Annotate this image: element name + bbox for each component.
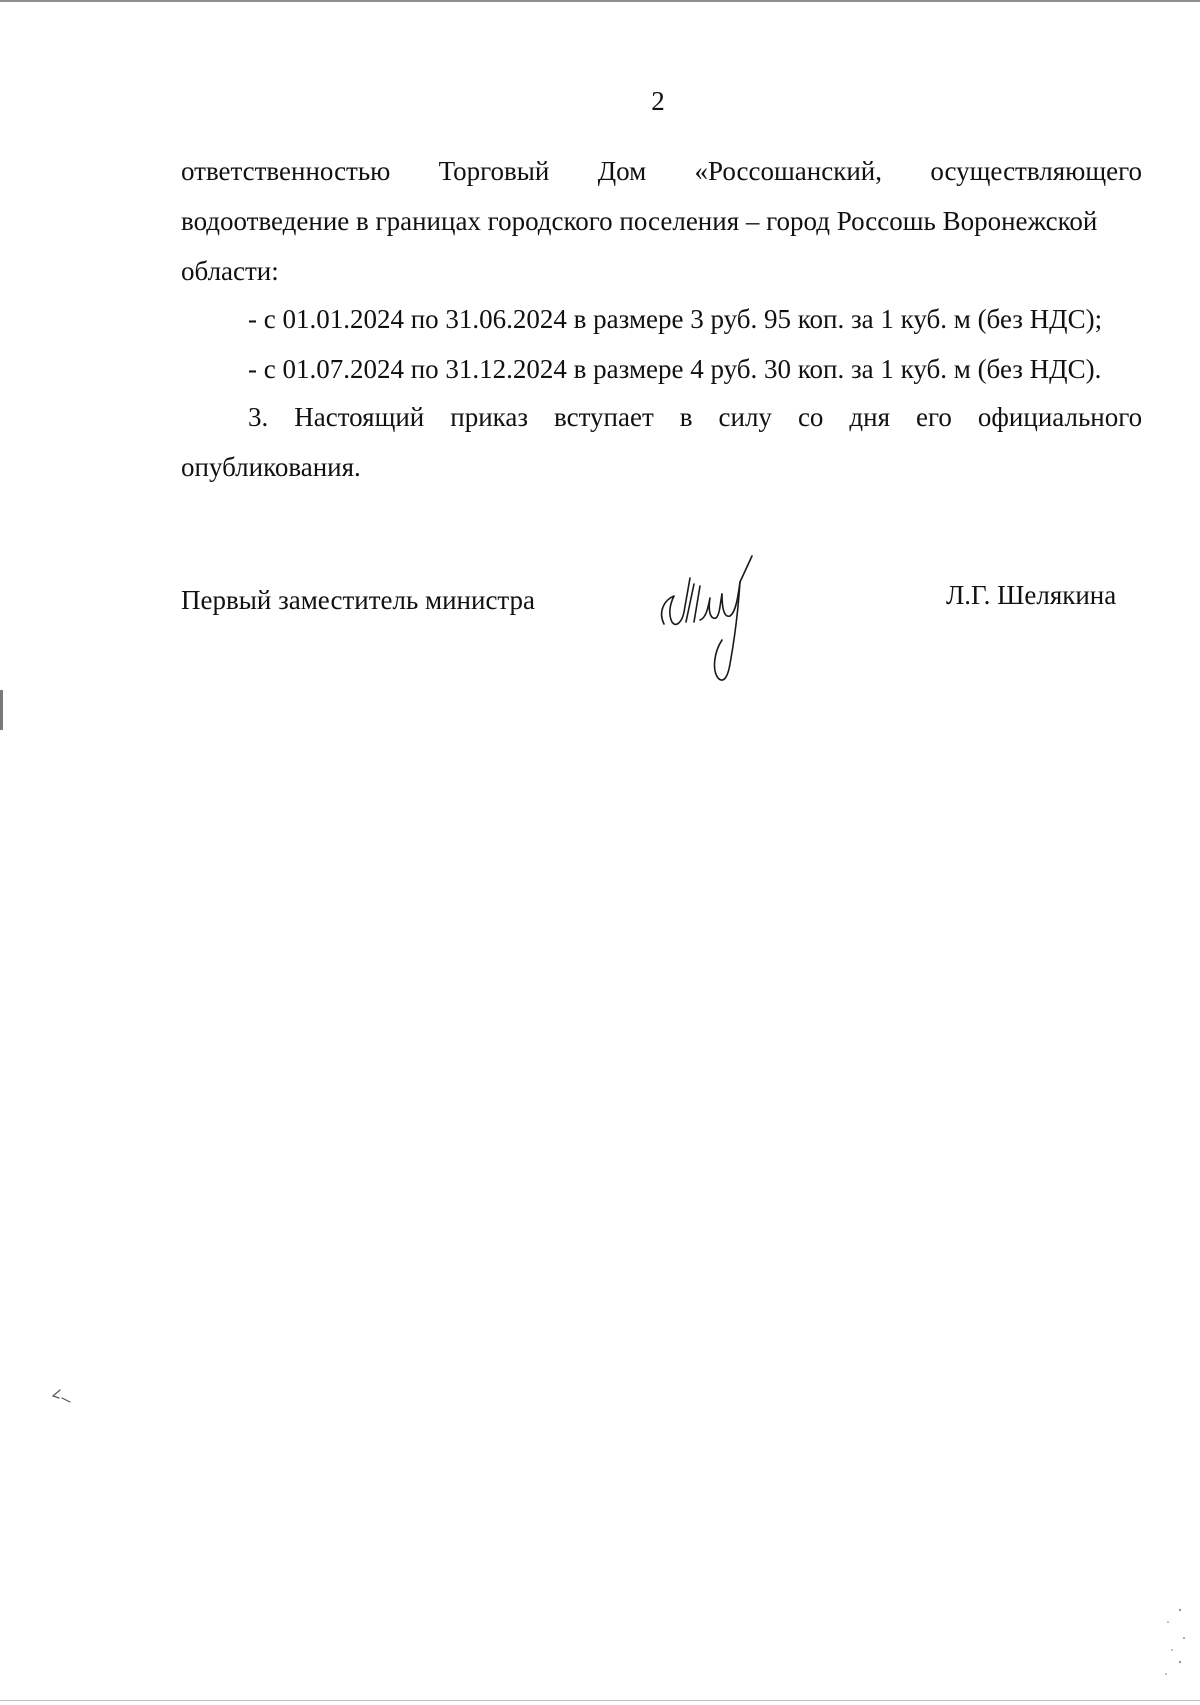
word: ответственностью	[181, 156, 391, 186]
scan-edge-top	[0, 0, 1200, 2]
tariff-item-second-half: - с 01.07.2024 по 31.12.2024 в размере 4 руб. 30 коп. за 1 куб. м (без НДС).	[248, 354, 1102, 384]
paragraph-operator-line-2: водоотведение в границах городского поселения – город Россошь Воронежской	[181, 206, 1098, 236]
word: со	[797, 402, 824, 432]
word: официального	[977, 402, 1143, 432]
word: вступает	[554, 402, 654, 432]
handwritten-signature	[650, 552, 780, 692]
word: Дом	[597, 156, 647, 186]
paragraph-operator	[181, 146, 1142, 296]
scan-artifact-dots	[1150, 1600, 1190, 1680]
paragraph-operator-line-3: области:	[181, 256, 279, 286]
scan-artifact-mark	[50, 1386, 74, 1406]
paragraph-effective-date-line-1	[181, 392, 1142, 442]
signatory-name: Л.Г. Шелякина	[946, 580, 1117, 610]
word: силу	[718, 402, 772, 432]
paragraph-effective-date-line-2: опубликования.	[181, 452, 361, 482]
tariff-item-first-half: - с 01.01.2024 по 31.06.2024 в размере 3 руб. 95 коп. за 1 куб. м (без НДС);	[248, 304, 1103, 334]
scan-edge-bottom	[0, 1700, 1200, 1701]
word: его	[916, 402, 952, 432]
word: «Россошанский,	[694, 156, 882, 186]
scan-edge-left	[0, 690, 3, 730]
signatory-position: Первый заместитель министра	[181, 585, 536, 615]
word: приказ	[450, 402, 529, 432]
paragraph-effective-date	[181, 392, 1142, 492]
word: осуществляющего	[930, 156, 1142, 186]
paragraph-operator-line-1	[181, 146, 1142, 196]
word: Торговый	[438, 156, 550, 186]
word: Настоящий	[294, 402, 425, 432]
word: в	[679, 402, 693, 432]
word: дня	[849, 402, 891, 432]
word: 3.	[248, 402, 269, 432]
page-number: 2	[651, 86, 665, 116]
